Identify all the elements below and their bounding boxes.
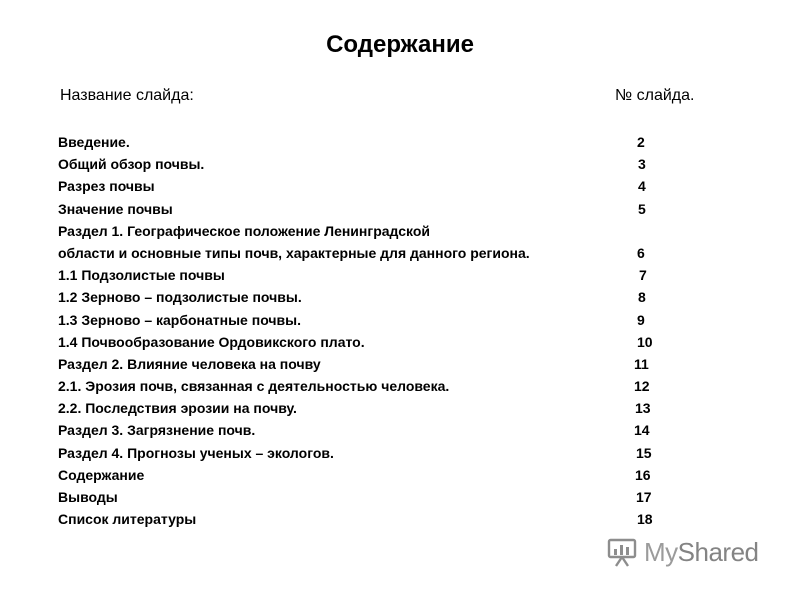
- toc-label: Содержание: [58, 466, 145, 483]
- toc-label: 1.2 Зерново – подзолистые почвы.: [58, 289, 302, 306]
- toc-row: [58, 133, 698, 155]
- toc-number: 10: [637, 333, 653, 350]
- toc-label: Разрез почвы: [58, 178, 155, 195]
- toc-label: Раздел 4. Прогнозы ученых – экологов.: [58, 444, 334, 461]
- toc-number: 3: [638, 156, 646, 173]
- toc-row: [58, 488, 698, 510]
- toc-row: [58, 311, 698, 333]
- toc-label: Выводы: [58, 489, 118, 505]
- toc-number: 17: [636, 489, 652, 505]
- toc-row: [58, 244, 698, 266]
- toc-row: [58, 333, 698, 355]
- toc-label: 1.1 Подзолистые почвы: [58, 267, 225, 284]
- presentation-board-icon: [606, 536, 638, 568]
- toc-label: Введение.: [58, 134, 130, 150]
- toc-row: [58, 222, 698, 244]
- toc-number: 18: [637, 511, 653, 528]
- toc-label: 1.3 Зерново – карбонатные почвы.: [58, 311, 301, 328]
- toc-label: Общий обзор почвы.: [58, 156, 205, 173]
- myshared-watermark: [606, 536, 759, 568]
- toc-row: [58, 421, 698, 443]
- toc-number: 7: [639, 267, 647, 284]
- toc-label: области и основные типы почв, характерные для данного региона.: [58, 244, 530, 261]
- toc-row: [58, 510, 698, 532]
- toc-number: 11: [634, 355, 649, 372]
- toc-row: [58, 288, 698, 310]
- toc-row: [58, 177, 698, 199]
- toc-number: 12: [634, 378, 650, 395]
- toc-row: [58, 466, 698, 488]
- toc-number: 6: [637, 244, 645, 261]
- page-title: Содержание: [326, 31, 474, 58]
- toc-label: Значение почвы: [58, 200, 173, 217]
- toc-number: 14: [634, 422, 650, 439]
- toc-label: 2.1. Эрозия почв, связанная с деятельностью человека.: [58, 378, 450, 395]
- toc-row: [58, 355, 698, 377]
- toc-number: 15: [636, 444, 652, 461]
- column-header-slide-number: № слайда.: [615, 87, 695, 104]
- toc-row: [58, 155, 698, 177]
- toc-row: [58, 444, 698, 466]
- toc-number: 4: [638, 178, 646, 195]
- toc-label: Раздел 1. Географическое положение Ленинградской: [58, 222, 431, 239]
- toc-row: [58, 200, 698, 222]
- toc-row: [58, 266, 698, 288]
- toc-label: Раздел 3. Загрязнение почв.: [58, 422, 256, 439]
- toc-label: Список литературы: [58, 511, 197, 528]
- column-header-slide-name: Название слайда:: [60, 87, 194, 104]
- watermark-text: MyShared: [644, 536, 759, 567]
- toc-label: 2.2. Последствия эрозии на почву.: [58, 400, 297, 417]
- toc-label: Раздел 2. Влияние человека на почву: [58, 355, 321, 372]
- table-of-contents: [58, 133, 698, 532]
- toc-number: 13: [635, 400, 651, 417]
- toc-number: 16: [635, 466, 651, 483]
- toc-number: 2: [637, 134, 645, 150]
- toc-number: 8: [638, 289, 646, 306]
- toc-row: [58, 377, 698, 399]
- toc-number: 5: [638, 200, 646, 217]
- toc-label: 1.4 Почвообразование Ордовикского плато.: [58, 333, 365, 350]
- toc-number: 9: [637, 311, 645, 328]
- toc-row: [58, 399, 698, 421]
